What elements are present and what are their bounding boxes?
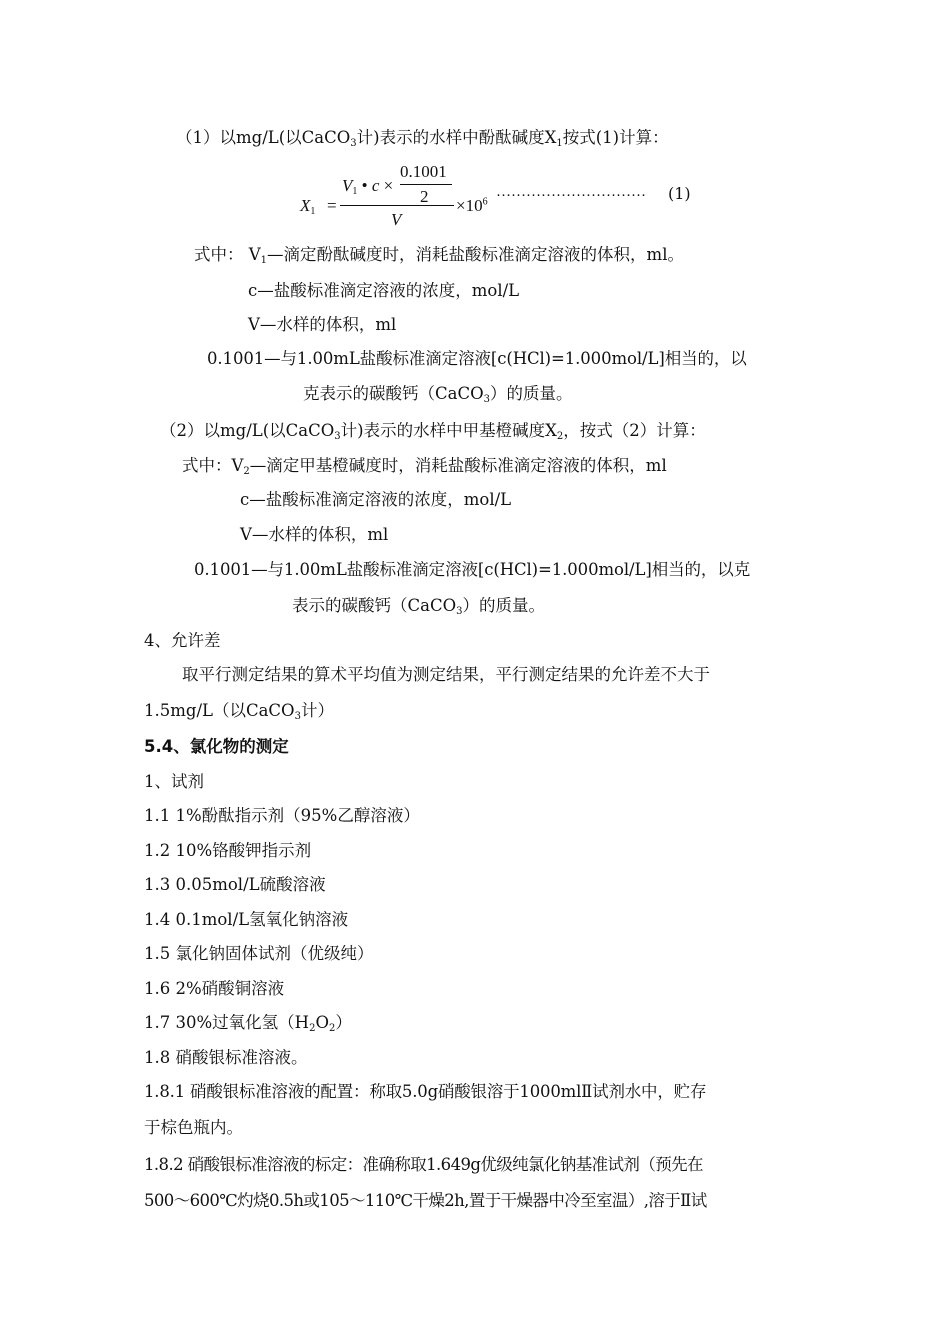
where2-v2: 式中：$V_2—$滴定甲基橙碱度时，消耗盐酸标准滴定溶液的体积，ml	[182, 456, 667, 477]
para1-mid: 计)表示的水样中酚酞碱度X	[356, 128, 557, 147]
formula-lhs: $X_1$	[300, 196, 316, 217]
formula-dots: …………………………	[496, 184, 646, 200]
formula-inner-bar	[400, 184, 452, 185]
reagent-item: 1.5 氯化钠固体试剂（优级纯）	[144, 944, 374, 963]
formula-eqno: (1)	[668, 184, 691, 203]
tolerance-line1: 取平行测定结果的算术平均值为测定结果，平行测定结果的允许差不大于	[182, 665, 710, 684]
reagent-item: 1.6 2%硝酸铜溶液	[144, 979, 285, 998]
item-181-line1: 1.8.1 硝酸银标准溶液的配置：称取5.0g硝酸银溶于1000mlⅡ试剂水中，贮存	[144, 1082, 707, 1101]
formula-denominator: V	[391, 210, 402, 229]
formula-1	[300, 158, 720, 238]
item-182-line1: 1.8.2 硝酸银标准溶液的标定：准确称取1.649g优级纯氯化钠基准试剂（预先在	[144, 1155, 703, 1174]
where1-k-line2: 克表示的碳酸钙（CaCO$_3$）的质量。	[303, 384, 573, 405]
tolerance-line2: 1.5mg/L（以CaCO$_3$计）	[144, 701, 334, 722]
where1-c: c—盐酸标准滴定溶液的浓度，mol/L	[248, 281, 520, 300]
para1-suffix: 按式(1)计算：	[562, 128, 669, 147]
reagent-item: 1.8 硝酸银标准溶液。	[144, 1048, 308, 1067]
para1-prefix: （1）以mg/L(以CaCO	[176, 128, 351, 147]
reagent-item: 1.7 30%过氧化氢$(H_2O_2)$	[144, 1013, 352, 1034]
reagent-item: 1.3 0.05mol/L硫酸溶液	[144, 875, 326, 894]
formula-equals: =	[327, 196, 337, 215]
para1-sub2: 1	[556, 138, 563, 149]
para1-line	[176, 127, 669, 149]
para1-sub1: 3	[350, 138, 357, 149]
reagent-item: 1.1 1%酚酞指示剂（95%乙醇溶液）	[144, 806, 420, 825]
item-182-line2: 500～600℃灼烧0.5h或105～110℃干燥2h,置于干燥器中冷至室温）,溶于Ⅱ试	[144, 1191, 707, 1210]
where1-v: V—水样的体积，ml	[248, 315, 397, 334]
item-181-line2: 于棕色瓶内。	[144, 1118, 243, 1137]
formula-frac-top: 0.1001	[400, 162, 447, 181]
reagents-heading: 1、试剂	[144, 772, 204, 791]
formula-main-bar	[340, 205, 454, 206]
where2-c: c—盐酸标准滴定溶液的浓度，mol/L	[240, 490, 512, 509]
tolerance-heading: 4、允许差	[144, 631, 221, 650]
where1-v1: 式中： $V_1—$滴定酚酞碱度时，消耗盐酸标准滴定溶液的体积，ml。	[194, 245, 684, 266]
where2-v: V—水样的体积，ml	[240, 525, 389, 544]
formula-numerator: $V_1$ • c ×	[342, 176, 394, 197]
para2-line: （2）以mg/L(以CaCO$_3$计)表示的水样中甲基橙碱度$X_2$，按式（2）计算：	[160, 421, 706, 442]
where2-k-line2: 表示的碳酸钙（CaCO$_3$）的质量。	[292, 596, 545, 617]
where2-k-line1: 0.1001—与1.00mL盐酸标准滴定溶液[c(HCl)=1.000mol/L]相当的，以克	[194, 560, 751, 579]
reagent-item: 1.4 0.1mol/L氢氧化钠溶液	[144, 910, 349, 929]
where1-k-line1: 0.1001—与1.00mL盐酸标准滴定溶液[c(HCl)=1.000mol/L]相当的，以	[207, 349, 747, 368]
section-title: 5.4、氯化物的测定	[144, 737, 289, 756]
reagent-item: 1.2 10%铬酸钾指示剂	[144, 841, 312, 860]
formula-frac-bottom: 2	[420, 187, 429, 206]
formula-times-ten: $\times 10^6$	[456, 196, 488, 215]
